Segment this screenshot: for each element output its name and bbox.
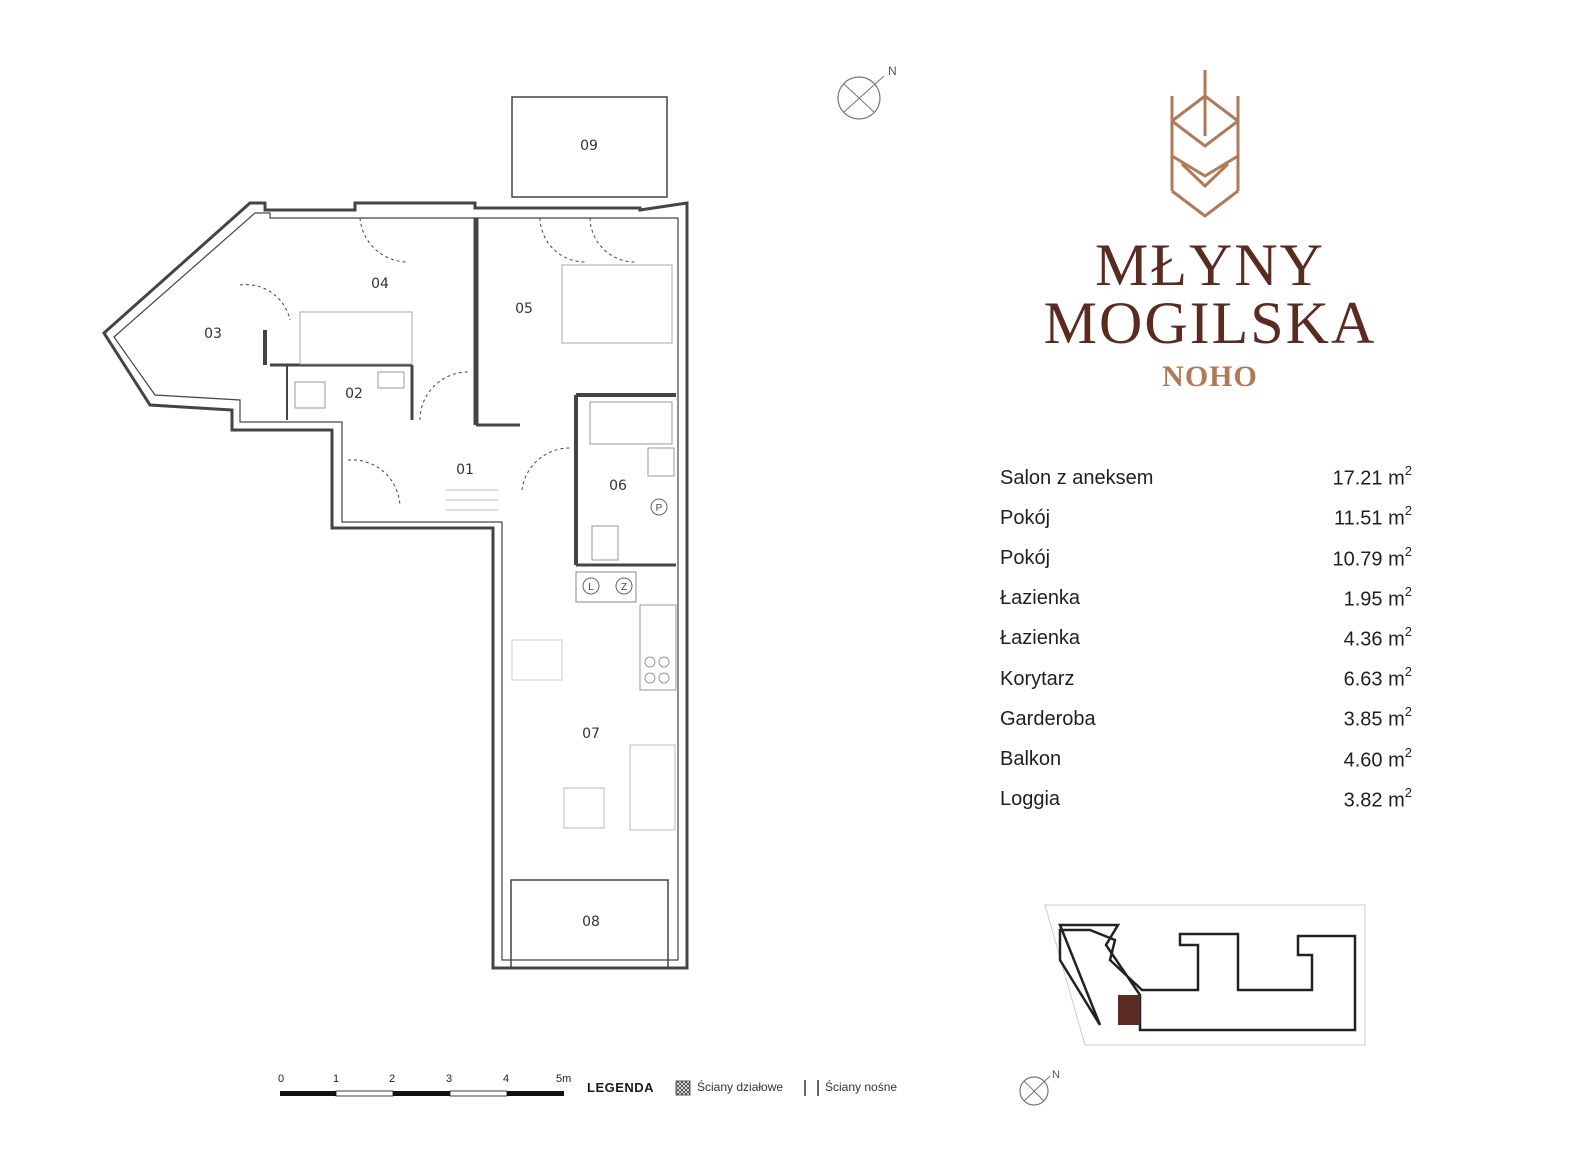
bed-05 <box>562 265 672 343</box>
room-label-04: 04 <box>371 276 389 292</box>
partition-wall-swatch <box>676 1081 690 1095</box>
room-label-07: 07 <box>582 726 600 742</box>
legend-bearing-walls: Ściany nośne <box>825 1080 898 1094</box>
area-name: Łazienka <box>1000 587 1081 610</box>
room-label-09: 09 <box>580 138 598 154</box>
room-label-03: 03 <box>204 326 222 342</box>
compass-north-top: N <box>888 64 897 78</box>
toilet-06 <box>592 526 618 560</box>
scale-tick-5: 5m <box>556 1073 572 1085</box>
fixture-z-label: Z <box>620 582 628 593</box>
area-table <box>1000 458 1412 820</box>
wheat-logo-icon <box>1160 66 1250 226</box>
area-row <box>1000 538 1412 578</box>
area-value: 17.21 $m^2$ <box>1332 463 1412 490</box>
brand-title-line1: MŁYNY <box>1095 232 1325 298</box>
area-row <box>1000 739 1412 779</box>
bed-04 <box>300 312 412 364</box>
area-value: 3.82 $m^2$ <box>1343 784 1412 812</box>
legend-partition-walls: Ściany działowe <box>697 1080 784 1094</box>
area-name: Pokój <box>1000 506 1051 529</box>
scale-tick-0: 0 <box>278 1073 285 1085</box>
area-value: 10.79 $m^2$ <box>1332 543 1412 571</box>
site-building <box>1060 925 1355 1030</box>
brand-subtitle: NOHO <box>1162 360 1258 393</box>
area-row <box>1000 579 1412 619</box>
legend-title: LEGENDA <box>587 1080 655 1095</box>
room-label-05: 05 <box>515 301 533 317</box>
room-label-06: 06 <box>609 478 627 494</box>
sink-06 <box>648 448 674 476</box>
scale-tick-3: 3 <box>446 1073 453 1085</box>
area-value: 1.95 $m^2$ <box>1343 583 1412 611</box>
area-row <box>1000 619 1412 659</box>
area-row <box>1000 659 1412 699</box>
room-label-02: 02 <box>345 386 363 402</box>
area-value: 3.85 $m^2$ <box>1343 704 1412 732</box>
site-highlight-unit <box>1118 995 1140 1025</box>
compass-north-bottom: N <box>1052 1069 1060 1081</box>
area-value: 4.36 $m^2$ <box>1343 624 1412 651</box>
scale-tick-1: 1 <box>333 1073 340 1085</box>
area-value: 6.63 $m^2$ <box>1343 664 1412 691</box>
coffee-table <box>564 788 604 828</box>
outer-wall <box>104 203 687 968</box>
area-row <box>1000 780 1412 820</box>
area-row <box>1000 458 1412 498</box>
area-name: Salon z aneksem <box>1000 466 1154 489</box>
dining-table <box>512 640 562 680</box>
bathtub <box>590 402 672 444</box>
sink-02 <box>378 372 404 388</box>
fixture-l-label: L <box>588 582 594 593</box>
scale-tick-2: 2 <box>389 1073 396 1085</box>
area-row <box>1000 699 1412 739</box>
area-name: Balkon <box>1000 747 1062 770</box>
area-value: 4.60 $m^2$ <box>1343 744 1412 772</box>
area-value: 11.51 $m^2$ <box>1333 503 1412 531</box>
room-label-01: 01 <box>456 462 474 478</box>
fixture-p-label: P <box>655 503 663 514</box>
area-name: Korytarz <box>1000 667 1075 690</box>
room-label-08: 08 <box>582 914 600 930</box>
toilet-02 <box>295 382 325 408</box>
scale-bar <box>280 1091 564 1096</box>
area-row <box>1000 498 1412 538</box>
scale-tick-4: 4 <box>503 1073 510 1085</box>
brand-title-line2: MOGILSKA <box>1043 290 1377 356</box>
area-name: Garderoba <box>1000 707 1096 730</box>
area-name: Loggia <box>1000 788 1061 811</box>
sofa <box>630 745 675 830</box>
area-name: Pokój <box>1000 546 1051 569</box>
area-name: Łazienka <box>1000 627 1081 650</box>
